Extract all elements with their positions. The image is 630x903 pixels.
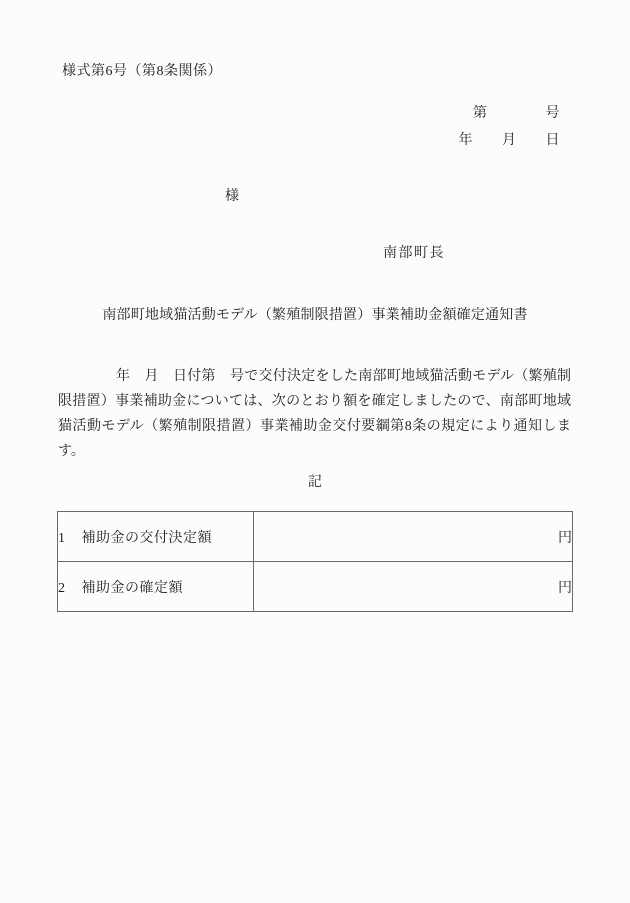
row-number: 1	[58, 530, 65, 546]
row-number: 2	[58, 580, 65, 596]
date-line: 年 月 日	[458, 133, 560, 148]
row-label: 補助金の交付決定額	[81, 530, 212, 546]
table-row-amount-cell	[254, 512, 573, 562]
amount-table	[57, 511, 573, 612]
document-title: 南部町地域猫活動モデル（繁殖制限措置）事業補助金額確定通知書	[102, 308, 528, 323]
doc-number-line: 第 号	[473, 106, 560, 121]
table-row-amount-cell	[254, 562, 573, 612]
sender-name: 南部町長	[383, 246, 445, 261]
row-label: 補助金の確定額	[81, 580, 183, 596]
amount-unit: 円	[558, 580, 572, 596]
table-row-label-cell	[58, 562, 254, 612]
record-marker: 記	[308, 475, 322, 490]
addressee-suffix: 様	[225, 189, 239, 204]
table-row	[58, 562, 573, 612]
table-row-label-cell	[58, 512, 254, 562]
table-row	[58, 512, 573, 562]
form-number: 様式第6号（第8条関係）	[62, 64, 222, 79]
header-right-block	[459, 100, 561, 154]
body-paragraph: 年 月 日付第 号で交付決定をした南部町地域猫活動モデル（繁殖制限措置）事業補助金については、次のとおり額を確定しましたので、南部町地域猫活動モデル（繁殖制限措置）事業補助金交付要綱第8条の規定により通知します。	[58, 369, 571, 459]
amount-unit: 円	[558, 530, 572, 546]
